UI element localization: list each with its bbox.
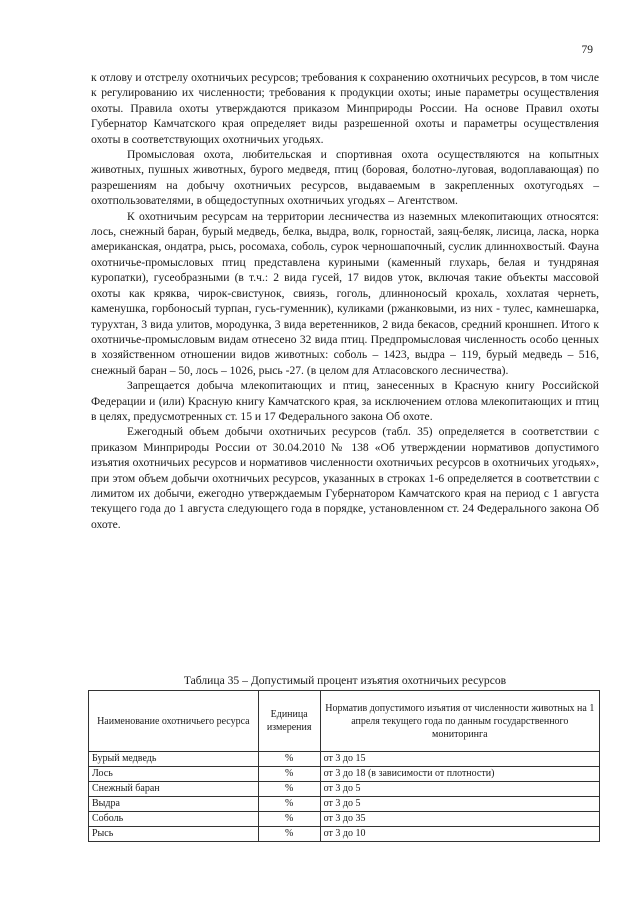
cell-norm: от 3 до 10 [320, 827, 599, 842]
cell-norm: от 3 до 15 [320, 752, 599, 767]
cell-unit: % [258, 812, 320, 827]
cell-unit: % [258, 752, 320, 767]
cell-unit: % [258, 797, 320, 812]
table-caption: Таблица 35 – Допустимый процент изъятия охотничьих ресурсов [183, 674, 507, 687]
body-text [91, 70, 599, 532]
cell-resource: Соболь [89, 812, 259, 827]
cell-resource: Бурый медведь [89, 752, 259, 767]
paragraph: Ежегодный объем добычи охотничьих ресурсов (табл. 35) определяется в соответствии с приказом Минприроды России от 30.04.2010 № 138 «Об утверждении нормативов допустимого изъятия охотничьих ресурсов и нормативов численности охотничьих ресурсов в охотничьих угодьях», при этом объем добычи охотничьих ресурсов, указанных в строках 1-6 определяется в соответствии с лимитом их добычи, ежегодно утверждаемым Губернатором Камчатского края на период с 1 августа текущего года до 1 августа следующего года в порядке, установленном ст. 24 Федерального закона Об охоте. [91, 425, 599, 531]
header-resource-name: Наименование охотничьего ресурса [89, 691, 259, 752]
header-unit: Единица измерения [258, 691, 320, 752]
paragraph: Запрещается добыча млекопитающих и птиц, занесенных в Красную книгу Российской Федерации и (или) Красную книгу Камчатского края, за исключением отлова млекопитающих и птиц в целях, предусмотренных ст. 15 и 17 Федерального закона Об охоте. [91, 379, 599, 423]
cell-unit: % [258, 782, 320, 797]
cell-unit: % [258, 767, 320, 782]
cell-unit: % [258, 827, 320, 842]
cell-resource: Снежный баран [89, 782, 259, 797]
cell-resource: Выдра [89, 797, 259, 812]
table-row [89, 767, 600, 782]
table-header-row [89, 691, 600, 752]
paragraph: К охотничьим ресурсам на территории лесничества из наземных млекопитающих относятся: лось, снежный баран, бурый медведь, белка, выдра, волк, горностай, заяц-беляк, лисица, ласка, норка американская, ондатра, рысь, росомаха, соболь, сурок черношапочный, суслик длиннохвостый. Фауна охотничье-промысловых птиц представлена куриными (каменный глухарь, белая и тундряная куропатки), гусеобразными (в т.ч.: 2 вида гусей, 17 видов уток, включая такие объекты массовой охоты как кряква, чирок-свистунок, свиязь, гоголь, длинноносый крохаль, хохлатая чернеть, каменушка, горбоносый турпан, гусь-гуменник), куликами (ржанковыми, из них - тулес, камнешарка, турухтан, 3 вида улитов, мородунка, 3 вида веретенников, 2 вида бекасов, средний кроншнеп. Итого к охотничье-промысловым видам отнесено 32 вида птиц. Предпромысловая численность особо ценных в хозяйственном отношении видов животных: соболь – 1423, выдра – 119, бурый медведь – 516, снежный баран – 50, лось – 1026, рысь -27. (в целом для Атласовского лесничества). [91, 209, 599, 377]
cell-resource: Рысь [89, 827, 259, 842]
table-row [89, 797, 600, 812]
table [88, 690, 600, 842]
harvest-norms-table [88, 690, 600, 842]
cell-norm: от 3 до 35 [320, 812, 599, 827]
table-row [89, 782, 600, 797]
table-row [89, 752, 600, 767]
table-row [89, 812, 600, 827]
page-number: 79 [581, 44, 593, 56]
cell-norm: от 3 до 18 (в зависимости от плотности) [320, 767, 599, 782]
cell-norm: от 3 до 5 [320, 797, 599, 812]
header-norm: Норматив допустимого изъятия от численности животных на 1 апреля текущего года по данным государственного мониторинга [320, 691, 599, 752]
table-row [89, 827, 600, 842]
cell-norm: от 3 до 5 [320, 782, 599, 797]
cell-resource: Лось [89, 767, 259, 782]
paragraph: Промысловая охота, любительская и спортивная охота осуществляются на копытных животных, пушных животных, бурого медведя, птиц (боровая, болотно-луговая, водоплавающая) по разрешениям на добычу охотничьих ресурсов, выдаваемым в закрепленных охотугодьях – охотпользователями, в общедоступных охотничьих угодьях – Агентством. [91, 148, 599, 208]
paragraph: к отлову и отстрелу охотничьих ресурсов; требования к сохранению охотничьих ресурсов, в том числе к регулированию их численности; требования к продукции охоты; иные параметры осуществления охоты. Правила охоты утверждаются приказом Минприроды России. На основе Правил охоты Губернатор Камчатского края определяет виды разрешенной охоты и параметры осуществления охоты в соответствующих охотничьих угодьях. [91, 71, 599, 146]
